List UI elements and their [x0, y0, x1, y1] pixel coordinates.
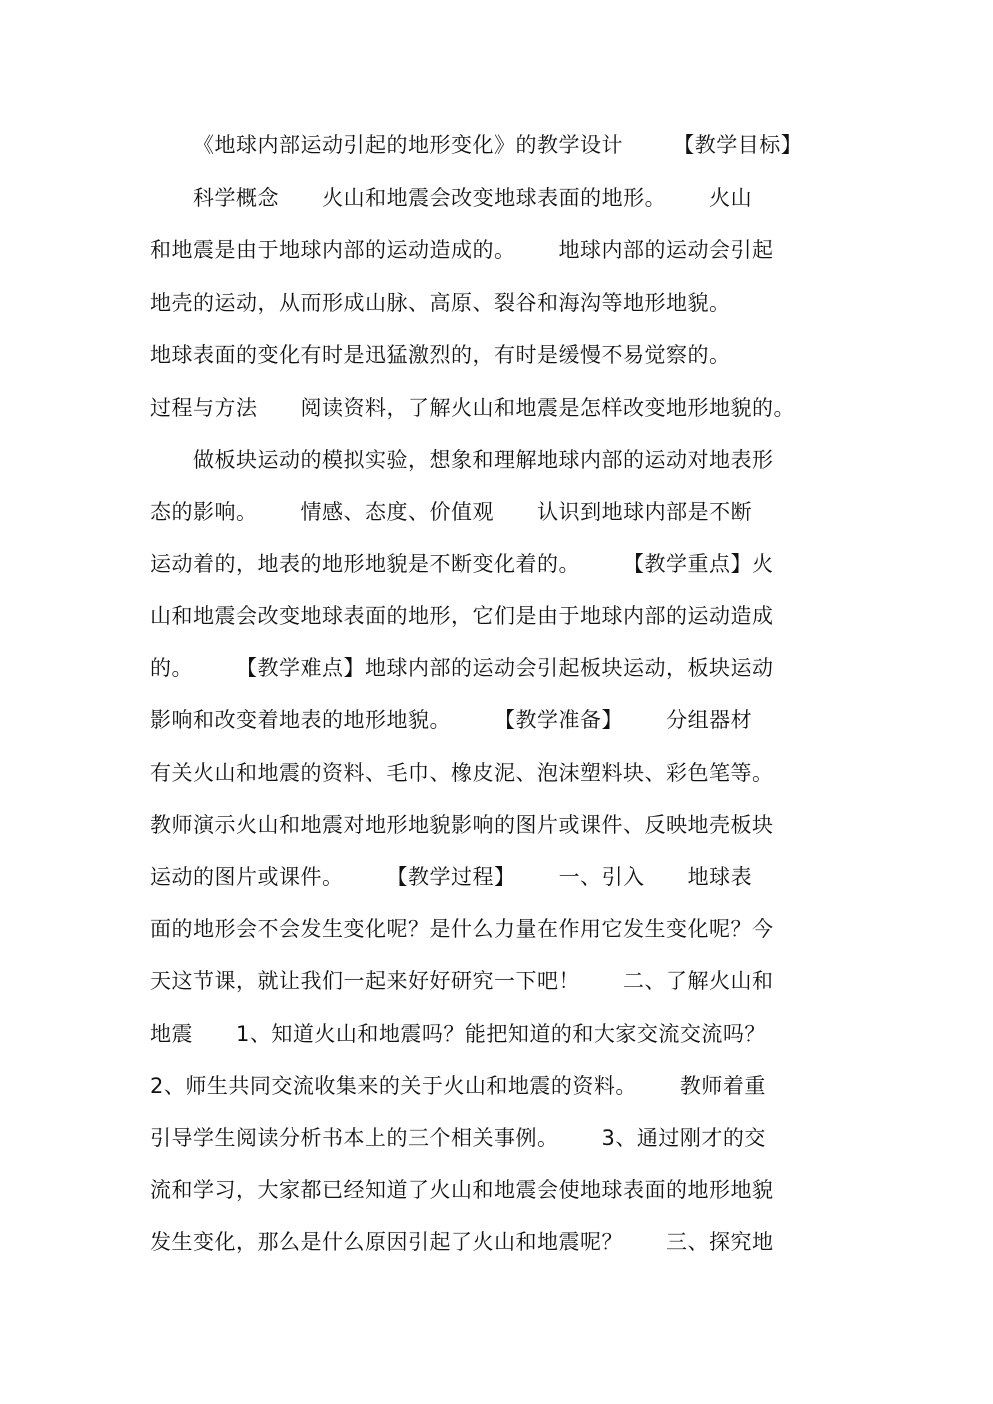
text-line: 2、师生共同交流收集来的关于火山和地震的资料。 教师着重 — [150, 1074, 766, 1098]
text-line: 科学概念 火山和地震会改变地球表面的地形。 火山 — [150, 186, 753, 210]
text-line: 《地球内部运动引起的地形变化》的教学设计 【教学目标】 — [150, 133, 803, 157]
text-line: 引导学生阅读分析书本上的三个相关事例。 3、通过刚才的交 — [150, 1126, 766, 1150]
text-line: 过程与方法 阅读资料，了解火山和地震是怎样改变地形地貌的。 — [150, 396, 796, 420]
text-line: 天这节课，就让我们一起来好好研究一下吧！ 二、了解火山和 — [150, 969, 774, 993]
text-line: 的。 【教学难点】地球内部的运动会引起板块运动，板块运动 — [150, 656, 774, 680]
text-line: 态的影响。 情感、态度、价值观 认识到地球内部是不断 — [150, 500, 753, 524]
text-line: 运动着的，地表的地形地貌是不断变化着的。 【教学重点】火 — [150, 552, 774, 576]
text-line: 地壳的运动，从而形成山脉、高原、裂谷和海沟等地形地貌。 — [150, 291, 731, 315]
text-line: 教师演示火山和地震对地形地貌影响的图片或课件、反映地壳板块 — [150, 813, 774, 837]
text-line: 地球表面的变化有时是迅猛激烈的，有时是缓慢不易觉察的。 — [150, 343, 731, 367]
text-line: 和地震是由于地球内部的运动造成的。 地球内部的运动会引起 — [150, 238, 774, 262]
text-line: 影响和改变着地表的地形地貌。 【教学准备】 分组器材 — [150, 708, 753, 732]
text-line: 地震 1、知道火山和地震吗？能把知道的和大家交流交流吗？ — [150, 1022, 766, 1046]
text-line: 山和地震会改变地球表面的地形，它们是由于地球内部的运动造成 — [150, 604, 774, 628]
text-line: 流和学习，大家都已经知道了火山和地震会使地球表面的地形地貌 — [150, 1178, 774, 1202]
text-line: 发生变化，那么是什么原因引起了火山和地震呢？ 三、探究地 — [150, 1230, 774, 1254]
text-line: 运动的图片或课件。 【教学过程】 一、引入 地球表 — [150, 865, 753, 889]
text-line: 面的地形会不会发生变化呢？是什么力量在作用它发生变化呢？今 — [150, 917, 774, 941]
text-line: 有关火山和地震的资料、毛巾、橡皮泥、泡沫塑料块、彩色笔等。 — [150, 761, 774, 785]
text-line: 做板块运动的模拟实验，想象和理解地球内部的运动对地表形 — [150, 448, 774, 472]
